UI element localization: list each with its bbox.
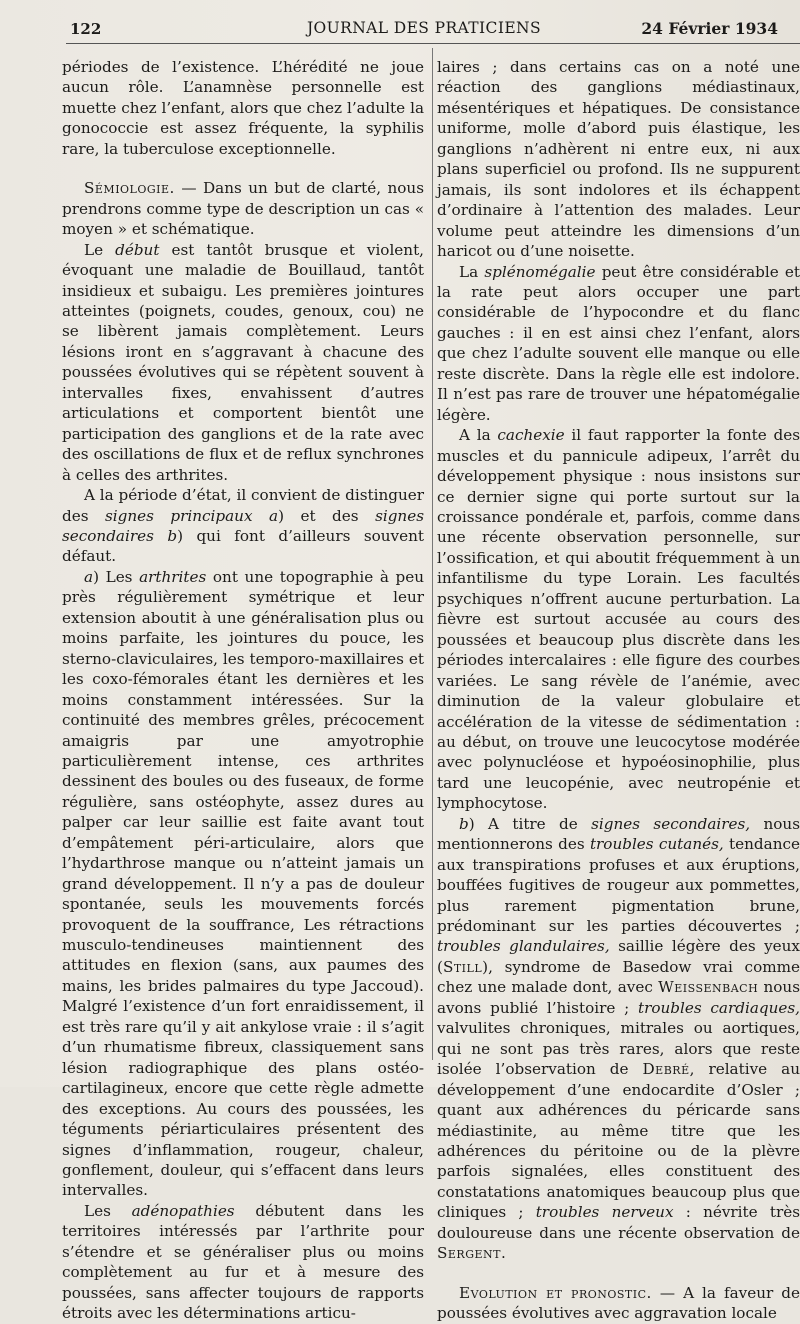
emphasis: signes principaux a — [105, 506, 279, 525]
paragraph-splenomegalie — [437, 262, 800, 426]
paragraph-arthrites — [62, 567, 424, 1201]
emphasis: splénomégalie — [484, 262, 596, 281]
text-run: Les — [84, 1201, 132, 1220]
section-heading: Sémiologie. — [84, 179, 175, 198]
emphasis: troubles cardiaques, — [638, 998, 800, 1017]
text-run: nous mentionnerons des — [437, 814, 800, 854]
right-column — [437, 57, 800, 1324]
column-divider — [432, 48, 433, 1060]
text-run: ont une topographie à peu près régulièrement symétrique et leur extension aboutit à une généralisation plus ou moins parfaite, les jointures du pouce, les sterno-claviculaires, les temporo-maxillaires et les coxo-fémorales étant les dernières et les moins constamment intéressées. Sur la continuité des membres grêles, précocement amaigris par une amyotrophie particulièrement intense, ces arthrites dessinent des boules ou des fuseaux, de forme régulière, sans ostéophyte, assez dures au palper car leur saillie est faite avant tout d’empâtement péri-articulaire, alors que l’hydarthrose manque ou n’atteint jamais un grand développement. Il n’y a pas de douleur spontanée, seuls les mouvements forcés provoquent de la souffrance, Les rétractions musculo-tendineuses maintiennent des attitudes en flexion (sans, aux paumes des mains, les brides palmaires du type Jaccoud). Malgré l’existence d’un fort enraidissement, il est très rare qu’il y ait ankylose vraie : il s’agit d’un rhumatisme fibreux, classiquement sans lésion radiographique des plans ostéo-cartilagineux, encore que cette règle admette des exceptions. Au cours des poussées, les téguments périarticulaires présentent des signes d’inflammation, rougeur, chaleur, gonflement, douleur, qui s’effacent dans leurs intervalles. — [62, 567, 424, 1200]
paragraph-text: — Dans un but de clarté, nous prendrons comme type de description un cas « moyen » et schématique. — [62, 179, 424, 239]
text-run: A la période d’état, il convient de distinguer des — [62, 486, 425, 525]
emphasis: b — [459, 814, 469, 833]
paragraph-cachexie — [437, 425, 800, 814]
paragraph-periode-etat — [62, 485, 424, 567]
emphasis: signes secondaires, — [591, 814, 751, 833]
text-run: tendance aux transpirations profuses et aux éruptions, bouffées fugitives de rougeur aux pommettes, plus rarement pigmentation brune, prédominant sur les parties découvertes ; — [437, 835, 800, 936]
text-run: ) qui font d’ailleurs souvent défaut. — [62, 526, 424, 566]
paragraph-signes-secondaires — [437, 814, 800, 1264]
text-run: La — [459, 262, 485, 281]
page-number: 122 — [70, 20, 102, 38]
section-evolution — [437, 1283, 800, 1324]
text-run: valvulites chroniques, mitrales ou aortiques, qui ne sont pas très rares, alors que reste isolée l’observation de — [437, 1019, 800, 1079]
text-run: ) et des — [278, 506, 376, 525]
paragraph-debut — [62, 240, 424, 485]
left-column — [62, 57, 424, 1324]
emphasis: troubles nerveux — [535, 1203, 674, 1222]
emphasis: adénopathies — [131, 1201, 235, 1220]
text-run: il faut rapporter la fonte des muscles et du pannicule adipeux, l’arrêt du développement physique : nous insistons sur ce dernier signe qui porte surtout sur la croissance pondérale et, parfois, comme dans une récente observation personnelle, sur l’ossification, et qui aboutit fréquemment à un infantilisme du type Lorain. Les facultés psychiques n’offrent aucune perturbation. La fièvre est surtout accusée au cours des poussées et beaucoup plus discrète dans les périodes intercalaires : elle figure des courbes variées. Le sang révèle de l’anémie, avec diminution de la valeur globulaire et accélération de la vitesse de sédimentation : au début, on trouve une leucocytose modérée avec polynucléose et hypoéosinophilie, plus tard une leucopénie, avec neutropénie et lymphocytose. — [437, 426, 800, 813]
author-name: Weissenbach — [658, 978, 759, 997]
emphasis: début — [115, 240, 160, 259]
text-run: ), syndrome de Basedow vrai comme chez une malade dont, avec — [437, 957, 800, 997]
paragraph: périodes de l’existence. L’hérédité ne joue aucun rôle. L’anamnèse personnelle est muette chez l’enfant, alors que chez l’adulte la gonococcie est assez fréquente, la syphilis rare, la tuberculose exceptionnelle. — [62, 58, 424, 158]
text-run: A la — [459, 426, 498, 445]
text-run: ) Les — [93, 567, 140, 586]
emphasis: a — [84, 567, 94, 586]
section-semiologie — [62, 178, 424, 239]
text-run: , relative au développement d’une endocardite d’Osler ; quant aux adhérences du péricarde sans médiastinite, au même titre que les adhérences du péritoine ou de la plèvre parfois signalées, elles constituent des constatations anatomiques beaucoup plus que cliniques ; — [437, 1060, 800, 1222]
text-run: peut être considérable et la rate peut alors occuper une part considérable de l’hypocondre et du flanc gauches : il en est ainsi chez l’enfant, alors que chez l’adulte souvent elle manque ou elle reste discrète. Dans la règle elle est indolore. Il n’est pas rare de trouver une hépatomégalie légère. — [437, 262, 800, 424]
text-run: est tantôt brusque et violent, évoquant une maladie de Bouillaud, tantôt insidieux et subaigu. Les premières jointures atteintes (poignets, coudes, genoux, cou) ne se libèrent jamais complètement. Leurs lésions iront en s’aggravant à chacune des poussées évolutives qui se répètent souvent à intervalles fixes, envahissent d’autres articulations et comportent bientôt une participation des ganglions et de la rate avec des oscillations de flux et de reflux synchrones à celles des arthrites. — [62, 240, 425, 484]
journal-title: JOURNAL DES PRATICIENS — [306, 19, 542, 37]
text-run: nous avons publié l’histoire ; — [437, 978, 800, 1017]
author-name: Sergent — [437, 1244, 501, 1263]
paragraph-adenopathies — [62, 1201, 424, 1324]
author-name: Debré — [642, 1060, 690, 1079]
text-run: saillie légère des yeux ( — [437, 937, 800, 976]
section-heading: Evolution et pronostic. — [459, 1283, 652, 1302]
emphasis: troubles cutanés, — [589, 835, 724, 854]
emphasis: cachexie — [497, 426, 565, 445]
author-name: Still — [442, 957, 483, 976]
text-run: : névrite très douloureuse dans une récente observation de — [437, 1203, 800, 1242]
page-header — [70, 16, 778, 42]
emphasis: troubles glandulaires, — [437, 937, 610, 956]
text-run: Le — [84, 240, 116, 259]
issue-date: 24 Février 1934 — [641, 19, 778, 38]
text-run: débutent dans les territoires intéressés par l’arthrite pour s’étendre et se généraliser plus ou moins complètement au fur et à mesure des poussées, sans affecter toujours de rapports étroits avec les déterminations articu- — [62, 1201, 424, 1323]
paragraph-text: — A la faveur de poussées évolutives avec aggravation locale — [437, 1283, 800, 1323]
text-run: . — [501, 1244, 506, 1263]
paragraph-ganglions: laires ; dans certains cas on a noté une réaction des ganglions médiastinaux, mésentériques et hépatiques. De consistance uniforme, molle d’abord puis élastique, les ganglions n’adhèrent ni entre eux, ni aux plans superficiel ou profond. Ils ne suppurent jamais, ils sont indolores et ils échappent d’ordinaire à l’attention des malades. Leur volume peut atteindre les dimensions d’un haricot ou d’une noisette. — [437, 58, 800, 261]
header-rule — [66, 43, 800, 44]
emphasis: arthrites — [139, 567, 207, 586]
text-run: ) A titre de — [468, 814, 592, 833]
emphasis: signes secondaires b — [62, 506, 424, 545]
